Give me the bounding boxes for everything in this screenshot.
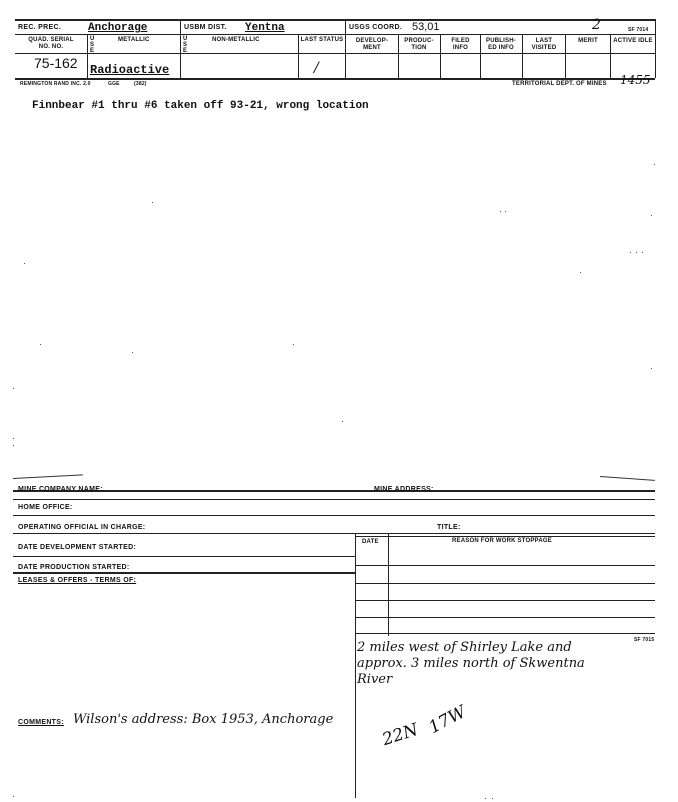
merit-label: MERIT [578,38,598,44]
leases-label: LEASES & OFFERS - TERMS OF: [18,577,137,584]
comments-value: Wilson's address: Box 1953, Anchorage [73,712,334,727]
metallic-value: Radioactive [90,63,170,77]
rec-prec-value: Anchorage [88,22,148,34]
home-office-label: HOME OFFICE: [18,504,73,511]
printer-credit: REMINGTON RAND INC. 2.0 [20,81,91,87]
quad-serial-value: 75-162 [34,55,78,71]
development-label: DEVELOP-MENT [355,38,389,51]
usgs-coord-value: 53,01 [412,21,440,33]
title-label: TITLE: [437,524,461,531]
usgs-coord-label: USGS COORD. [349,24,403,31]
comments-label: COMMENTS: [18,719,64,726]
use-column-label-2: U S E [183,36,188,54]
use-column-label: U S E [90,36,95,54]
mine-company-label: MINE COMPANY NAME: [18,486,103,493]
rec-prec-label: REC. PREC. [18,24,62,31]
date-column-label: DATE [362,539,379,545]
quad-serial-label: QUAD. SERIAL NO. NO. [28,37,74,50]
non-metallic-label: NON-METALLIC [212,37,260,43]
reason-column-label: REASON FOR WORK STOPPAGE [452,538,552,544]
lower-form [0,470,678,802]
form-code-2: SF 7015 [634,637,655,643]
corner-mark: 2 [592,17,601,33]
date-development-label: DATE DEVELOPMENT STARTED: [18,544,137,551]
active-idle-value: 1455 [620,73,651,87]
filed-info-label: FILED INFO [451,38,470,51]
body-note: Finnbear #1 thru #6 taken off 93-21, wrong location [32,100,369,112]
township-mark: 22N [379,719,421,751]
date-production-label: DATE PRODUCTION STARTED: [18,564,130,571]
metallic-label: METALLIC [118,37,150,43]
usbm-dist-label: USBM DIST. [184,24,227,31]
usbm-dist-value: Yentna [245,22,285,34]
active-idle-label: ACTIVE IDLE [613,38,653,44]
last-status-label: LAST STATUS [300,37,344,43]
location-note: 2 miles west of Shirley Lake and approx. 3 miles north of Skwentna River [357,640,585,687]
operating-official-label: OPERATING OFFICIAL IN CHARGE: [18,524,146,531]
last-status-value: / [314,60,319,76]
published-info-label: PUBLISH-ED INFO [486,38,516,51]
last-visited-label: LAST VISITED [531,38,557,51]
territorial-dept-label: TERRITORIAL DEPT. OF MINES [512,81,607,87]
mine-address-label: MINE ADDRESS: [374,486,434,493]
printer-code-2: (382) [134,81,147,87]
form-code: SF 7014 [628,27,649,33]
card-header [0,0,678,92]
printer-code-1: GGE [108,81,120,87]
production-label: PRODUC-TION [404,38,434,51]
range-mark: 17W [425,701,470,739]
